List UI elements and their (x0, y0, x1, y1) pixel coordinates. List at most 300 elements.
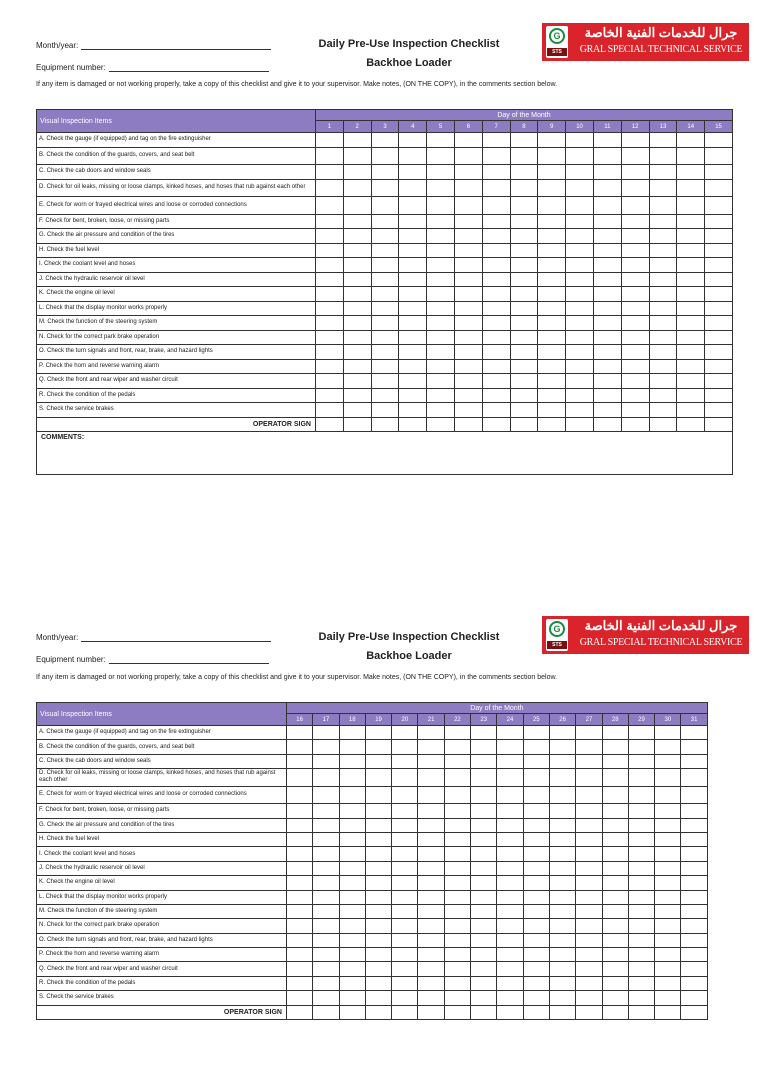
check-cell[interactable] (427, 316, 455, 331)
check-cell[interactable] (593, 179, 621, 197)
check-cell[interactable] (497, 847, 523, 861)
check-cell[interactable] (316, 258, 344, 273)
check-cell[interactable] (313, 726, 339, 740)
check-cell[interactable] (454, 179, 482, 197)
check-cell[interactable] (444, 754, 470, 768)
check-cell[interactable] (399, 147, 427, 165)
check-cell[interactable] (399, 345, 427, 360)
check-cell[interactable] (549, 904, 575, 918)
check-cell[interactable] (418, 876, 444, 890)
check-cell[interactable] (392, 976, 418, 990)
check-cell[interactable] (471, 890, 497, 904)
check-cell[interactable] (649, 243, 677, 258)
check-cell[interactable] (705, 388, 733, 403)
check-cell[interactable] (418, 890, 444, 904)
check-cell[interactable] (510, 403, 538, 418)
check-cell[interactable] (427, 243, 455, 258)
check-cell[interactable] (602, 740, 628, 754)
check-cell[interactable] (576, 832, 602, 846)
check-cell[interactable] (392, 933, 418, 947)
check-cell[interactable] (549, 933, 575, 947)
check-cell[interactable] (649, 301, 677, 316)
check-cell[interactable] (365, 991, 391, 1005)
check-cell[interactable] (482, 388, 510, 403)
check-cell[interactable] (392, 726, 418, 740)
check-cell[interactable] (593, 345, 621, 360)
check-cell[interactable] (392, 904, 418, 918)
check-cell[interactable] (339, 991, 365, 1005)
check-cell[interactable] (287, 726, 313, 740)
check-cell[interactable] (399, 403, 427, 418)
check-cell[interactable] (510, 287, 538, 302)
check-cell[interactable] (399, 316, 427, 331)
check-cell[interactable] (287, 754, 313, 768)
check-cell[interactable] (427, 272, 455, 287)
check-cell[interactable] (444, 786, 470, 804)
check-cell[interactable] (471, 740, 497, 754)
check-cell[interactable] (418, 904, 444, 918)
check-cell[interactable] (399, 197, 427, 215)
check-cell[interactable] (418, 786, 444, 804)
check-cell[interactable] (549, 876, 575, 890)
check-cell[interactable] (649, 133, 677, 148)
check-cell[interactable] (628, 804, 654, 818)
check-cell[interactable] (444, 948, 470, 962)
check-cell[interactable] (482, 229, 510, 244)
check-cell[interactable] (621, 287, 649, 302)
check-cell[interactable] (593, 316, 621, 331)
check-cell[interactable] (339, 948, 365, 962)
check-cell[interactable] (705, 243, 733, 258)
check-cell[interactable] (365, 933, 391, 947)
check-cell[interactable] (649, 345, 677, 360)
month-year-line[interactable] (81, 40, 271, 50)
check-cell[interactable] (365, 804, 391, 818)
sign-cell[interactable] (655, 1005, 681, 1019)
check-cell[interactable] (510, 165, 538, 180)
check-cell[interactable] (418, 948, 444, 962)
check-cell[interactable] (628, 890, 654, 904)
check-cell[interactable] (593, 165, 621, 180)
check-cell[interactable] (339, 976, 365, 990)
check-cell[interactable] (566, 359, 594, 374)
check-cell[interactable] (621, 388, 649, 403)
check-cell[interactable] (593, 359, 621, 374)
check-cell[interactable] (621, 197, 649, 215)
check-cell[interactable] (681, 962, 707, 976)
check-cell[interactable] (593, 133, 621, 148)
check-cell[interactable] (392, 861, 418, 875)
check-cell[interactable] (427, 388, 455, 403)
check-cell[interactable] (482, 272, 510, 287)
check-cell[interactable] (510, 316, 538, 331)
check-cell[interactable] (365, 890, 391, 904)
check-cell[interactable] (576, 976, 602, 990)
check-cell[interactable] (538, 258, 566, 273)
check-cell[interactable] (454, 287, 482, 302)
check-cell[interactable] (316, 214, 344, 229)
check-cell[interactable] (482, 287, 510, 302)
check-cell[interactable] (365, 754, 391, 768)
check-cell[interactable] (576, 861, 602, 875)
check-cell[interactable] (313, 962, 339, 976)
check-cell[interactable] (681, 933, 707, 947)
check-cell[interactable] (343, 229, 371, 244)
check-cell[interactable] (343, 301, 371, 316)
sign-cell[interactable] (681, 1005, 707, 1019)
check-cell[interactable] (655, 804, 681, 818)
check-cell[interactable] (655, 832, 681, 846)
check-cell[interactable] (628, 786, 654, 804)
sign-cell[interactable] (523, 1005, 549, 1019)
check-cell[interactable] (316, 197, 344, 215)
sign-cell[interactable] (621, 417, 649, 432)
check-cell[interactable] (677, 345, 705, 360)
check-cell[interactable] (628, 876, 654, 890)
check-cell[interactable] (392, 769, 418, 787)
check-cell[interactable] (482, 197, 510, 215)
check-cell[interactable] (427, 229, 455, 244)
check-cell[interactable] (593, 272, 621, 287)
check-cell[interactable] (287, 769, 313, 787)
check-cell[interactable] (566, 301, 594, 316)
check-cell[interactable] (497, 933, 523, 947)
check-cell[interactable] (418, 861, 444, 875)
check-cell[interactable] (510, 359, 538, 374)
check-cell[interactable] (655, 861, 681, 875)
check-cell[interactable] (399, 287, 427, 302)
check-cell[interactable] (339, 904, 365, 918)
check-cell[interactable] (371, 214, 399, 229)
check-cell[interactable] (681, 754, 707, 768)
check-cell[interactable] (566, 243, 594, 258)
check-cell[interactable] (549, 804, 575, 818)
check-cell[interactable] (371, 403, 399, 418)
check-cell[interactable] (566, 316, 594, 331)
check-cell[interactable] (621, 330, 649, 345)
sign-cell[interactable] (576, 1005, 602, 1019)
check-cell[interactable] (576, 726, 602, 740)
check-cell[interactable] (523, 890, 549, 904)
check-cell[interactable] (602, 847, 628, 861)
check-cell[interactable] (538, 165, 566, 180)
check-cell[interactable] (482, 301, 510, 316)
check-cell[interactable] (427, 301, 455, 316)
check-cell[interactable] (677, 258, 705, 273)
check-cell[interactable] (655, 962, 681, 976)
check-cell[interactable] (705, 403, 733, 418)
check-cell[interactable] (399, 388, 427, 403)
check-cell[interactable] (371, 165, 399, 180)
check-cell[interactable] (471, 847, 497, 861)
check-cell[interactable] (576, 740, 602, 754)
check-cell[interactable] (316, 243, 344, 258)
check-cell[interactable] (313, 861, 339, 875)
check-cell[interactable] (681, 991, 707, 1005)
check-cell[interactable] (371, 330, 399, 345)
check-cell[interactable] (677, 179, 705, 197)
check-cell[interactable] (677, 287, 705, 302)
check-cell[interactable] (454, 301, 482, 316)
check-cell[interactable] (444, 991, 470, 1005)
check-cell[interactable] (316, 133, 344, 148)
check-cell[interactable] (316, 147, 344, 165)
check-cell[interactable] (602, 919, 628, 933)
check-cell[interactable] (392, 991, 418, 1005)
check-cell[interactable] (593, 374, 621, 389)
check-cell[interactable] (677, 272, 705, 287)
check-cell[interactable] (497, 740, 523, 754)
check-cell[interactable] (566, 133, 594, 148)
check-cell[interactable] (628, 740, 654, 754)
check-cell[interactable] (418, 726, 444, 740)
check-cell[interactable] (418, 769, 444, 787)
check-cell[interactable] (621, 243, 649, 258)
check-cell[interactable] (628, 991, 654, 1005)
check-cell[interactable] (681, 832, 707, 846)
check-cell[interactable] (454, 374, 482, 389)
check-cell[interactable] (365, 769, 391, 787)
check-cell[interactable] (621, 165, 649, 180)
check-cell[interactable] (621, 316, 649, 331)
check-cell[interactable] (392, 890, 418, 904)
check-cell[interactable] (313, 832, 339, 846)
check-cell[interactable] (593, 403, 621, 418)
check-cell[interactable] (343, 147, 371, 165)
check-cell[interactable] (365, 832, 391, 846)
check-cell[interactable] (705, 229, 733, 244)
check-cell[interactable] (649, 287, 677, 302)
check-cell[interactable] (649, 316, 677, 331)
check-cell[interactable] (339, 861, 365, 875)
check-cell[interactable] (497, 904, 523, 918)
check-cell[interactable] (399, 374, 427, 389)
check-cell[interactable] (371, 229, 399, 244)
check-cell[interactable] (549, 948, 575, 962)
check-cell[interactable] (655, 818, 681, 832)
check-cell[interactable] (497, 754, 523, 768)
check-cell[interactable] (621, 258, 649, 273)
check-cell[interactable] (497, 769, 523, 787)
check-cell[interactable] (705, 133, 733, 148)
check-cell[interactable] (649, 258, 677, 273)
check-cell[interactable] (471, 904, 497, 918)
sign-cell[interactable] (399, 417, 427, 432)
check-cell[interactable] (339, 818, 365, 832)
check-cell[interactable] (287, 847, 313, 861)
check-cell[interactable] (523, 804, 549, 818)
check-cell[interactable] (313, 876, 339, 890)
check-cell[interactable] (621, 147, 649, 165)
check-cell[interactable] (523, 948, 549, 962)
check-cell[interactable] (705, 258, 733, 273)
check-cell[interactable] (576, 876, 602, 890)
check-cell[interactable] (343, 165, 371, 180)
check-cell[interactable] (399, 330, 427, 345)
check-cell[interactable] (523, 962, 549, 976)
check-cell[interactable] (392, 876, 418, 890)
check-cell[interactable] (628, 933, 654, 947)
check-cell[interactable] (444, 832, 470, 846)
check-cell[interactable] (628, 861, 654, 875)
check-cell[interactable] (549, 890, 575, 904)
sign-cell[interactable] (593, 417, 621, 432)
check-cell[interactable] (566, 272, 594, 287)
check-cell[interactable] (538, 272, 566, 287)
check-cell[interactable] (454, 147, 482, 165)
check-cell[interactable] (705, 287, 733, 302)
check-cell[interactable] (705, 179, 733, 197)
check-cell[interactable] (313, 904, 339, 918)
check-cell[interactable] (392, 804, 418, 818)
check-cell[interactable] (566, 388, 594, 403)
check-cell[interactable] (371, 388, 399, 403)
check-cell[interactable] (482, 214, 510, 229)
check-cell[interactable] (444, 861, 470, 875)
check-cell[interactable] (399, 272, 427, 287)
check-cell[interactable] (454, 272, 482, 287)
check-cell[interactable] (523, 769, 549, 787)
check-cell[interactable] (681, 976, 707, 990)
check-cell[interactable] (602, 832, 628, 846)
check-cell[interactable] (313, 991, 339, 1005)
check-cell[interactable] (655, 726, 681, 740)
check-cell[interactable] (628, 847, 654, 861)
check-cell[interactable] (649, 388, 677, 403)
check-cell[interactable] (602, 991, 628, 1005)
check-cell[interactable] (621, 345, 649, 360)
check-cell[interactable] (497, 876, 523, 890)
check-cell[interactable] (444, 726, 470, 740)
check-cell[interactable] (523, 832, 549, 846)
equipment-number-line[interactable] (109, 62, 269, 72)
check-cell[interactable] (681, 804, 707, 818)
check-cell[interactable] (593, 287, 621, 302)
check-cell[interactable] (538, 316, 566, 331)
check-cell[interactable] (427, 359, 455, 374)
sign-cell[interactable] (566, 417, 594, 432)
check-cell[interactable] (371, 359, 399, 374)
check-cell[interactable] (313, 933, 339, 947)
check-cell[interactable] (287, 818, 313, 832)
check-cell[interactable] (523, 919, 549, 933)
check-cell[interactable] (705, 214, 733, 229)
check-cell[interactable] (365, 740, 391, 754)
check-cell[interactable] (497, 818, 523, 832)
check-cell[interactable] (523, 904, 549, 918)
check-cell[interactable] (649, 214, 677, 229)
check-cell[interactable] (602, 933, 628, 947)
check-cell[interactable] (399, 133, 427, 148)
check-cell[interactable] (316, 403, 344, 418)
check-cell[interactable] (365, 948, 391, 962)
check-cell[interactable] (371, 133, 399, 148)
check-cell[interactable] (343, 243, 371, 258)
check-cell[interactable] (444, 933, 470, 947)
check-cell[interactable] (593, 301, 621, 316)
check-cell[interactable] (593, 229, 621, 244)
check-cell[interactable] (343, 133, 371, 148)
check-cell[interactable] (628, 769, 654, 787)
check-cell[interactable] (538, 243, 566, 258)
check-cell[interactable] (339, 847, 365, 861)
check-cell[interactable] (454, 165, 482, 180)
check-cell[interactable] (649, 330, 677, 345)
check-cell[interactable] (427, 345, 455, 360)
check-cell[interactable] (339, 832, 365, 846)
check-cell[interactable] (677, 147, 705, 165)
check-cell[interactable] (482, 179, 510, 197)
check-cell[interactable] (343, 214, 371, 229)
check-cell[interactable] (339, 740, 365, 754)
check-cell[interactable] (287, 876, 313, 890)
check-cell[interactable] (454, 214, 482, 229)
check-cell[interactable] (365, 919, 391, 933)
check-cell[interactable] (418, 740, 444, 754)
check-cell[interactable] (343, 272, 371, 287)
check-cell[interactable] (471, 991, 497, 1005)
check-cell[interactable] (316, 359, 344, 374)
check-cell[interactable] (576, 769, 602, 787)
check-cell[interactable] (399, 359, 427, 374)
check-cell[interactable] (339, 786, 365, 804)
check-cell[interactable] (343, 359, 371, 374)
check-cell[interactable] (343, 197, 371, 215)
check-cell[interactable] (482, 316, 510, 331)
check-cell[interactable] (621, 179, 649, 197)
check-cell[interactable] (655, 740, 681, 754)
check-cell[interactable] (418, 832, 444, 846)
check-cell[interactable] (549, 991, 575, 1005)
check-cell[interactable] (287, 962, 313, 976)
check-cell[interactable] (471, 769, 497, 787)
check-cell[interactable] (681, 890, 707, 904)
comments-box[interactable] (37, 432, 733, 475)
check-cell[interactable] (566, 147, 594, 165)
check-cell[interactable] (510, 374, 538, 389)
check-cell[interactable] (482, 258, 510, 273)
check-cell[interactable] (454, 359, 482, 374)
check-cell[interactable] (566, 374, 594, 389)
check-cell[interactable] (538, 374, 566, 389)
check-cell[interactable] (549, 832, 575, 846)
check-cell[interactable] (371, 258, 399, 273)
check-cell[interactable] (316, 316, 344, 331)
check-cell[interactable] (343, 330, 371, 345)
check-cell[interactable] (576, 754, 602, 768)
check-cell[interactable] (454, 197, 482, 215)
check-cell[interactable] (649, 229, 677, 244)
check-cell[interactable] (444, 804, 470, 818)
check-cell[interactable] (287, 890, 313, 904)
check-cell[interactable] (523, 726, 549, 740)
check-cell[interactable] (418, 991, 444, 1005)
check-cell[interactable] (523, 991, 549, 1005)
check-cell[interactable] (576, 991, 602, 1005)
check-cell[interactable] (454, 133, 482, 148)
sign-cell[interactable] (444, 1005, 470, 1019)
check-cell[interactable] (538, 403, 566, 418)
check-cell[interactable] (566, 229, 594, 244)
check-cell[interactable] (343, 388, 371, 403)
check-cell[interactable] (628, 976, 654, 990)
check-cell[interactable] (287, 948, 313, 962)
check-cell[interactable] (602, 769, 628, 787)
check-cell[interactable] (454, 330, 482, 345)
check-cell[interactable] (538, 229, 566, 244)
check-cell[interactable] (371, 243, 399, 258)
check-cell[interactable] (576, 890, 602, 904)
